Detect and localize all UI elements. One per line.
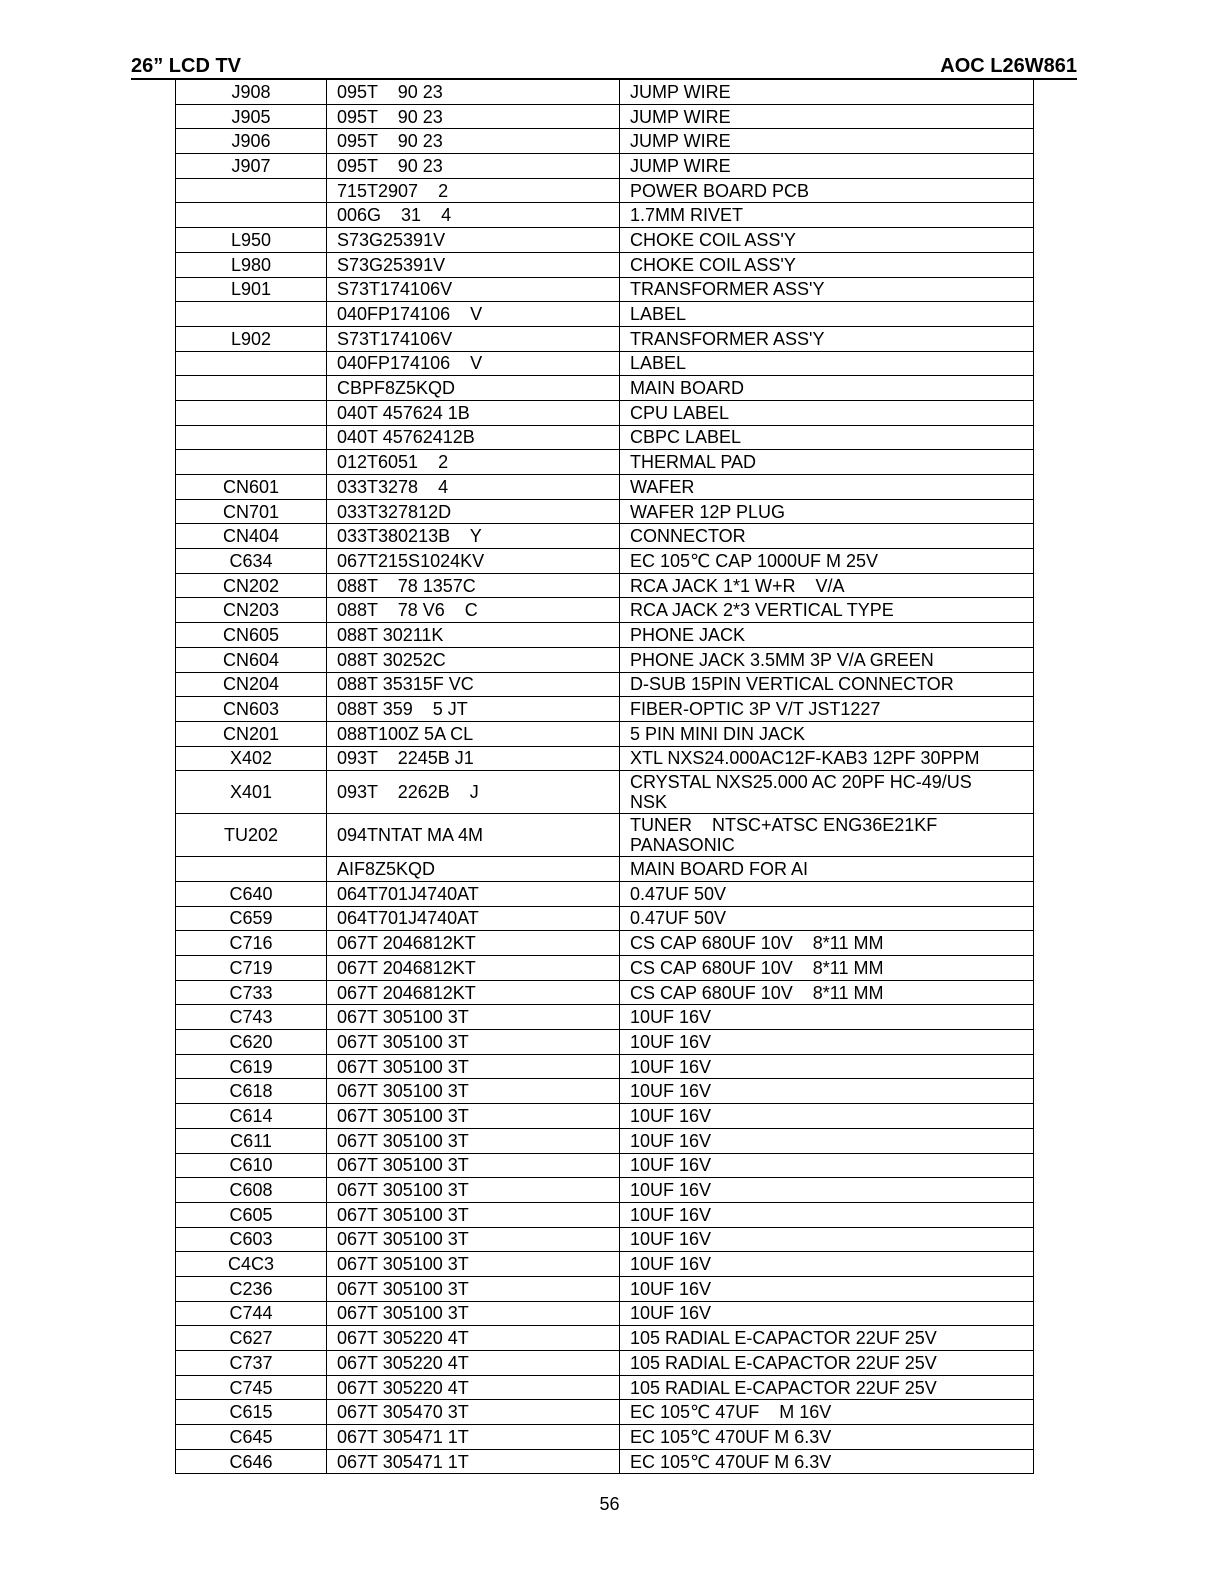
part-number-cell: 067T 305100 3T: [327, 1276, 620, 1301]
part-number-cell: 033T380213B Y: [327, 524, 620, 549]
description-cell: JUMP WIRE: [620, 154, 1034, 179]
table-row: [176, 178, 1034, 203]
description-cell: 0.47UF 50V: [620, 881, 1034, 906]
description-cell: MAIN BOARD FOR AI: [620, 857, 1034, 882]
description-cell: 1.7MM RIVET: [620, 203, 1034, 228]
table-row: [176, 1351, 1034, 1376]
table-row: [176, 475, 1034, 500]
table-row: [176, 450, 1034, 475]
ref-cell: CN701: [176, 499, 327, 524]
description-cell: EC 105℃ CAP 1000UF M 25V: [620, 549, 1034, 574]
ref-cell: [176, 425, 327, 450]
ref-cell: [176, 400, 327, 425]
part-number-cell: 067T215S1024KV: [327, 549, 620, 574]
ref-cell: C733: [176, 980, 327, 1005]
header-title-right: AOC L26W861: [940, 55, 1077, 77]
part-number-cell: 012T6051 2: [327, 450, 620, 475]
ref-cell: C716: [176, 931, 327, 956]
description-cell: CS CAP 680UF 10V 8*11 MM: [620, 931, 1034, 956]
part-number-cell: 033T327812D: [327, 499, 620, 524]
table-row: [176, 400, 1034, 425]
part-number-cell: 067T 305470 3T: [327, 1400, 620, 1425]
description-cell: 5 PIN MINI DIN JACK: [620, 721, 1034, 746]
description-cell: CRYSTAL NXS25.000 AC 20PF HC-49/US NSK: [620, 771, 1034, 814]
table-row: [176, 1375, 1034, 1400]
ref-cell: C619: [176, 1054, 327, 1079]
ref-cell: C659: [176, 906, 327, 931]
ref-cell: J908: [176, 80, 327, 105]
table-row: [176, 906, 1034, 931]
table-row: [176, 1153, 1034, 1178]
description-cell: WAFER: [620, 475, 1034, 500]
part-number-cell: 067T 305471 1T: [327, 1449, 620, 1474]
description-cell: WAFER 12P PLUG: [620, 499, 1034, 524]
table-row: [176, 980, 1034, 1005]
part-number-cell: 088T 30252C: [327, 647, 620, 672]
table-row: [176, 1326, 1034, 1351]
ref-cell: C743: [176, 1005, 327, 1030]
description-cell: POWER BOARD PCB: [620, 178, 1034, 203]
description-cell: 10UF 16V: [620, 1252, 1034, 1277]
description-cell: CHOKE COIL ASS'Y: [620, 252, 1034, 277]
ref-cell: C614: [176, 1104, 327, 1129]
part-number-cell: CBPF8Z5KQD: [327, 376, 620, 401]
part-number-cell: 067T 305100 3T: [327, 1252, 620, 1277]
ref-cell: C605: [176, 1202, 327, 1227]
table-row: [176, 771, 1034, 814]
page-number: 56: [599, 1494, 620, 1514]
ref-cell: X401: [176, 771, 327, 814]
table-row: [176, 203, 1034, 228]
part-number-cell: 033T3278 4: [327, 475, 620, 500]
ref-cell: CN201: [176, 721, 327, 746]
description-cell: 10UF 16V: [620, 1079, 1034, 1104]
table-row: [176, 647, 1034, 672]
table-row: [176, 1400, 1034, 1425]
table-row: [176, 1128, 1034, 1153]
table-row: [176, 1005, 1034, 1030]
part-number-cell: 067T 305100 3T: [327, 1202, 620, 1227]
part-number-cell: 067T 305100 3T: [327, 1178, 620, 1203]
part-number-cell: 067T 305471 1T: [327, 1425, 620, 1450]
table-row: [176, 721, 1034, 746]
part-number-cell: 067T 2046812KT: [327, 956, 620, 981]
description-cell: 10UF 16V: [620, 1301, 1034, 1326]
description-cell: 10UF 16V: [620, 1178, 1034, 1203]
ref-cell: [176, 302, 327, 327]
part-number-cell: 067T 305100 3T: [327, 1030, 620, 1055]
description-cell: EC 105℃ 470UF M 6.3V: [620, 1425, 1034, 1450]
ref-cell: C646: [176, 1449, 327, 1474]
description-cell: JUMP WIRE: [620, 104, 1034, 129]
part-number-cell: 006G 31 4: [327, 203, 620, 228]
description-cell: CHOKE COIL ASS'Y: [620, 228, 1034, 253]
part-number-cell: 064T701J4740AT: [327, 881, 620, 906]
table-row: [176, 351, 1034, 376]
part-number-cell: S73T174106V: [327, 326, 620, 351]
table-row: [176, 857, 1034, 882]
ref-cell: X402: [176, 746, 327, 771]
description-cell: TRANSFORMER ASS'Y: [620, 277, 1034, 302]
table-row: [176, 1030, 1034, 1055]
ref-cell: CN605: [176, 623, 327, 648]
ref-cell: C744: [176, 1301, 327, 1326]
part-number-cell: 095T 90 23: [327, 154, 620, 179]
part-number-cell: 088T 78 1357C: [327, 573, 620, 598]
description-cell: 10UF 16V: [620, 1227, 1034, 1252]
description-cell: MAIN BOARD: [620, 376, 1034, 401]
table-row: [176, 228, 1034, 253]
ref-cell: CN601: [176, 475, 327, 500]
table-row: [176, 1227, 1034, 1252]
part-number-cell: 093T 2245B J1: [327, 746, 620, 771]
ref-cell: CN204: [176, 672, 327, 697]
ref-cell: C608: [176, 1178, 327, 1203]
description-cell: JUMP WIRE: [620, 129, 1034, 154]
table-row: [176, 1252, 1034, 1277]
description-cell: RCA JACK 1*1 W+R V/A: [620, 573, 1034, 598]
table-row: [176, 1178, 1034, 1203]
ref-cell: L902: [176, 326, 327, 351]
ref-cell: [176, 450, 327, 475]
ref-cell: CN404: [176, 524, 327, 549]
description-cell: 105 RADIAL E-CAPACTOR 22UF 25V: [620, 1351, 1034, 1376]
part-number-cell: 094TNTAT MA 4M: [327, 814, 620, 857]
description-cell: 10UF 16V: [620, 1030, 1034, 1055]
part-number-cell: 088T 35315F VC: [327, 672, 620, 697]
table-row: [176, 302, 1034, 327]
table-row: [176, 881, 1034, 906]
ref-cell: C236: [176, 1276, 327, 1301]
part-number-cell: 088T 359 5 JT: [327, 697, 620, 722]
part-number-cell: 088T100Z 5A CL: [327, 721, 620, 746]
part-number-cell: 088T 78 V6 C: [327, 598, 620, 623]
table-row: [176, 1202, 1034, 1227]
table-row: [176, 376, 1034, 401]
table-row: [176, 80, 1034, 105]
table-row: [176, 573, 1034, 598]
description-cell: CS CAP 680UF 10V 8*11 MM: [620, 956, 1034, 981]
part-number-cell: 715T2907 2: [327, 178, 620, 203]
description-cell: JUMP WIRE: [620, 80, 1034, 105]
ref-cell: C640: [176, 881, 327, 906]
ref-cell: C611: [176, 1128, 327, 1153]
ref-cell: [176, 203, 327, 228]
description-cell: CONNECTOR: [620, 524, 1034, 549]
ref-cell: [176, 178, 327, 203]
part-number-cell: 067T 305100 3T: [327, 1301, 620, 1326]
ref-cell: C615: [176, 1400, 327, 1425]
description-cell: 10UF 16V: [620, 1005, 1034, 1030]
ref-cell: [176, 351, 327, 376]
description-cell: 10UF 16V: [620, 1202, 1034, 1227]
ref-cell: J906: [176, 129, 327, 154]
table-row: [176, 1054, 1034, 1079]
ref-cell: C620: [176, 1030, 327, 1055]
ref-cell: CN603: [176, 697, 327, 722]
ref-cell: C745: [176, 1375, 327, 1400]
table-row: [176, 326, 1034, 351]
ref-cell: C4C3: [176, 1252, 327, 1277]
description-cell: 10UF 16V: [620, 1128, 1034, 1153]
table-row: [176, 1425, 1034, 1450]
description-cell: PHONE JACK 3.5MM 3P V/A GREEN: [620, 647, 1034, 672]
table-row: [176, 104, 1034, 129]
table-row: [176, 129, 1034, 154]
description-cell: 10UF 16V: [620, 1276, 1034, 1301]
part-number-cell: 067T 305220 4T: [327, 1375, 620, 1400]
table-row: [176, 672, 1034, 697]
description-cell: TRANSFORMER ASS'Y: [620, 326, 1034, 351]
description-cell: EC 105℃ 470UF M 6.3V: [620, 1449, 1034, 1474]
table-row: [176, 252, 1034, 277]
table-row: [176, 1079, 1034, 1104]
table-row: [176, 549, 1034, 574]
part-number-cell: 067T 305100 3T: [327, 1128, 620, 1153]
ref-cell: L901: [176, 277, 327, 302]
part-number-cell: 067T 305100 3T: [327, 1005, 620, 1030]
part-number-cell: 067T 305100 3T: [327, 1054, 620, 1079]
table-row: [176, 1449, 1034, 1474]
header-title-left: 26” LCD TV: [131, 55, 242, 77]
part-number-cell: 095T 90 23: [327, 129, 620, 154]
description-cell: TUNER NTSC+ATSC ENG36E21KF PANASONIC: [620, 814, 1034, 857]
table-row: [176, 746, 1034, 771]
page-header: [131, 54, 1077, 80]
ref-cell: TU202: [176, 814, 327, 857]
ref-cell: C603: [176, 1227, 327, 1252]
part-number-cell: 067T 2046812KT: [327, 931, 620, 956]
ref-cell: L980: [176, 252, 327, 277]
description-cell: PHONE JACK: [620, 623, 1034, 648]
ref-cell: [176, 857, 327, 882]
part-number-cell: 095T 90 23: [327, 80, 620, 105]
ref-cell: CN604: [176, 647, 327, 672]
table-row: [176, 1276, 1034, 1301]
table-row: [176, 956, 1034, 981]
description-cell: CPU LABEL: [620, 400, 1034, 425]
description-cell: THERMAL PAD: [620, 450, 1034, 475]
parts-list-table: [175, 79, 1034, 1474]
parts-list-body: [176, 80, 1034, 1474]
ref-cell: L950: [176, 228, 327, 253]
description-cell: 0.47UF 50V: [620, 906, 1034, 931]
ref-cell: C737: [176, 1351, 327, 1376]
ref-cell: C610: [176, 1153, 327, 1178]
table-row: [176, 499, 1034, 524]
part-number-cell: 067T 305100 3T: [327, 1227, 620, 1252]
table-row: [176, 697, 1034, 722]
description-cell: EC 105℃ 47UF M 16V: [620, 1400, 1034, 1425]
description-cell: LABEL: [620, 351, 1034, 376]
part-number-cell: 067T 305220 4T: [327, 1326, 620, 1351]
table-row: [176, 154, 1034, 179]
description-cell: 10UF 16V: [620, 1153, 1034, 1178]
description-cell: 105 RADIAL E-CAPACTOR 22UF 25V: [620, 1326, 1034, 1351]
part-number-cell: 040FP174106 V: [327, 351, 620, 376]
ref-cell: C627: [176, 1326, 327, 1351]
table-row: [176, 623, 1034, 648]
ref-cell: CN202: [176, 573, 327, 598]
description-cell: LABEL: [620, 302, 1034, 327]
table-row: [176, 1104, 1034, 1129]
ref-cell: C618: [176, 1079, 327, 1104]
table-row: [176, 277, 1034, 302]
ref-cell: C634: [176, 549, 327, 574]
part-number-cell: S73G25391V: [327, 252, 620, 277]
table-row: [176, 524, 1034, 549]
description-cell: D-SUB 15PIN VERTICAL CONNECTOR: [620, 672, 1034, 697]
part-number-cell: 067T 305100 3T: [327, 1153, 620, 1178]
part-number-cell: AIF8Z5KQD: [327, 857, 620, 882]
ref-cell: C719: [176, 956, 327, 981]
ref-cell: J907: [176, 154, 327, 179]
table-row: [176, 931, 1034, 956]
table-row: [176, 598, 1034, 623]
part-number-cell: 040FP174106 V: [327, 302, 620, 327]
part-number-cell: 095T 90 23: [327, 104, 620, 129]
description-cell: CS CAP 680UF 10V 8*11 MM: [620, 980, 1034, 1005]
part-number-cell: 040T 457624 1B: [327, 400, 620, 425]
part-number-cell: 067T 305100 3T: [327, 1079, 620, 1104]
part-number-cell: 093T 2262B J: [327, 771, 620, 814]
part-number-cell: S73T174106V: [327, 277, 620, 302]
part-number-cell: 088T 30211K: [327, 623, 620, 648]
description-cell: 10UF 16V: [620, 1104, 1034, 1129]
description-cell: 105 RADIAL E-CAPACTOR 22UF 25V: [620, 1375, 1034, 1400]
ref-cell: J905: [176, 104, 327, 129]
part-number-cell: 067T 2046812KT: [327, 980, 620, 1005]
description-cell: CBPC LABEL: [620, 425, 1034, 450]
description-cell: 10UF 16V: [620, 1054, 1034, 1079]
table-row: [176, 1301, 1034, 1326]
part-number-cell: 067T 305100 3T: [327, 1104, 620, 1129]
description-cell: RCA JACK 2*3 VERTICAL TYPE: [620, 598, 1034, 623]
ref-cell: [176, 376, 327, 401]
part-number-cell: S73G25391V: [327, 228, 620, 253]
part-number-cell: 040T 45762412B: [327, 425, 620, 450]
ref-cell: C645: [176, 1425, 327, 1450]
table-row: [176, 814, 1034, 857]
table-row: [176, 425, 1034, 450]
part-number-cell: 067T 305220 4T: [327, 1351, 620, 1376]
part-number-cell: 064T701J4740AT: [327, 906, 620, 931]
ref-cell: CN203: [176, 598, 327, 623]
description-cell: FIBER-OPTIC 3P V/T JST1227: [620, 697, 1034, 722]
description-cell: XTL NXS24.000AC12F-KAB3 12PF 30PPM: [620, 746, 1034, 771]
